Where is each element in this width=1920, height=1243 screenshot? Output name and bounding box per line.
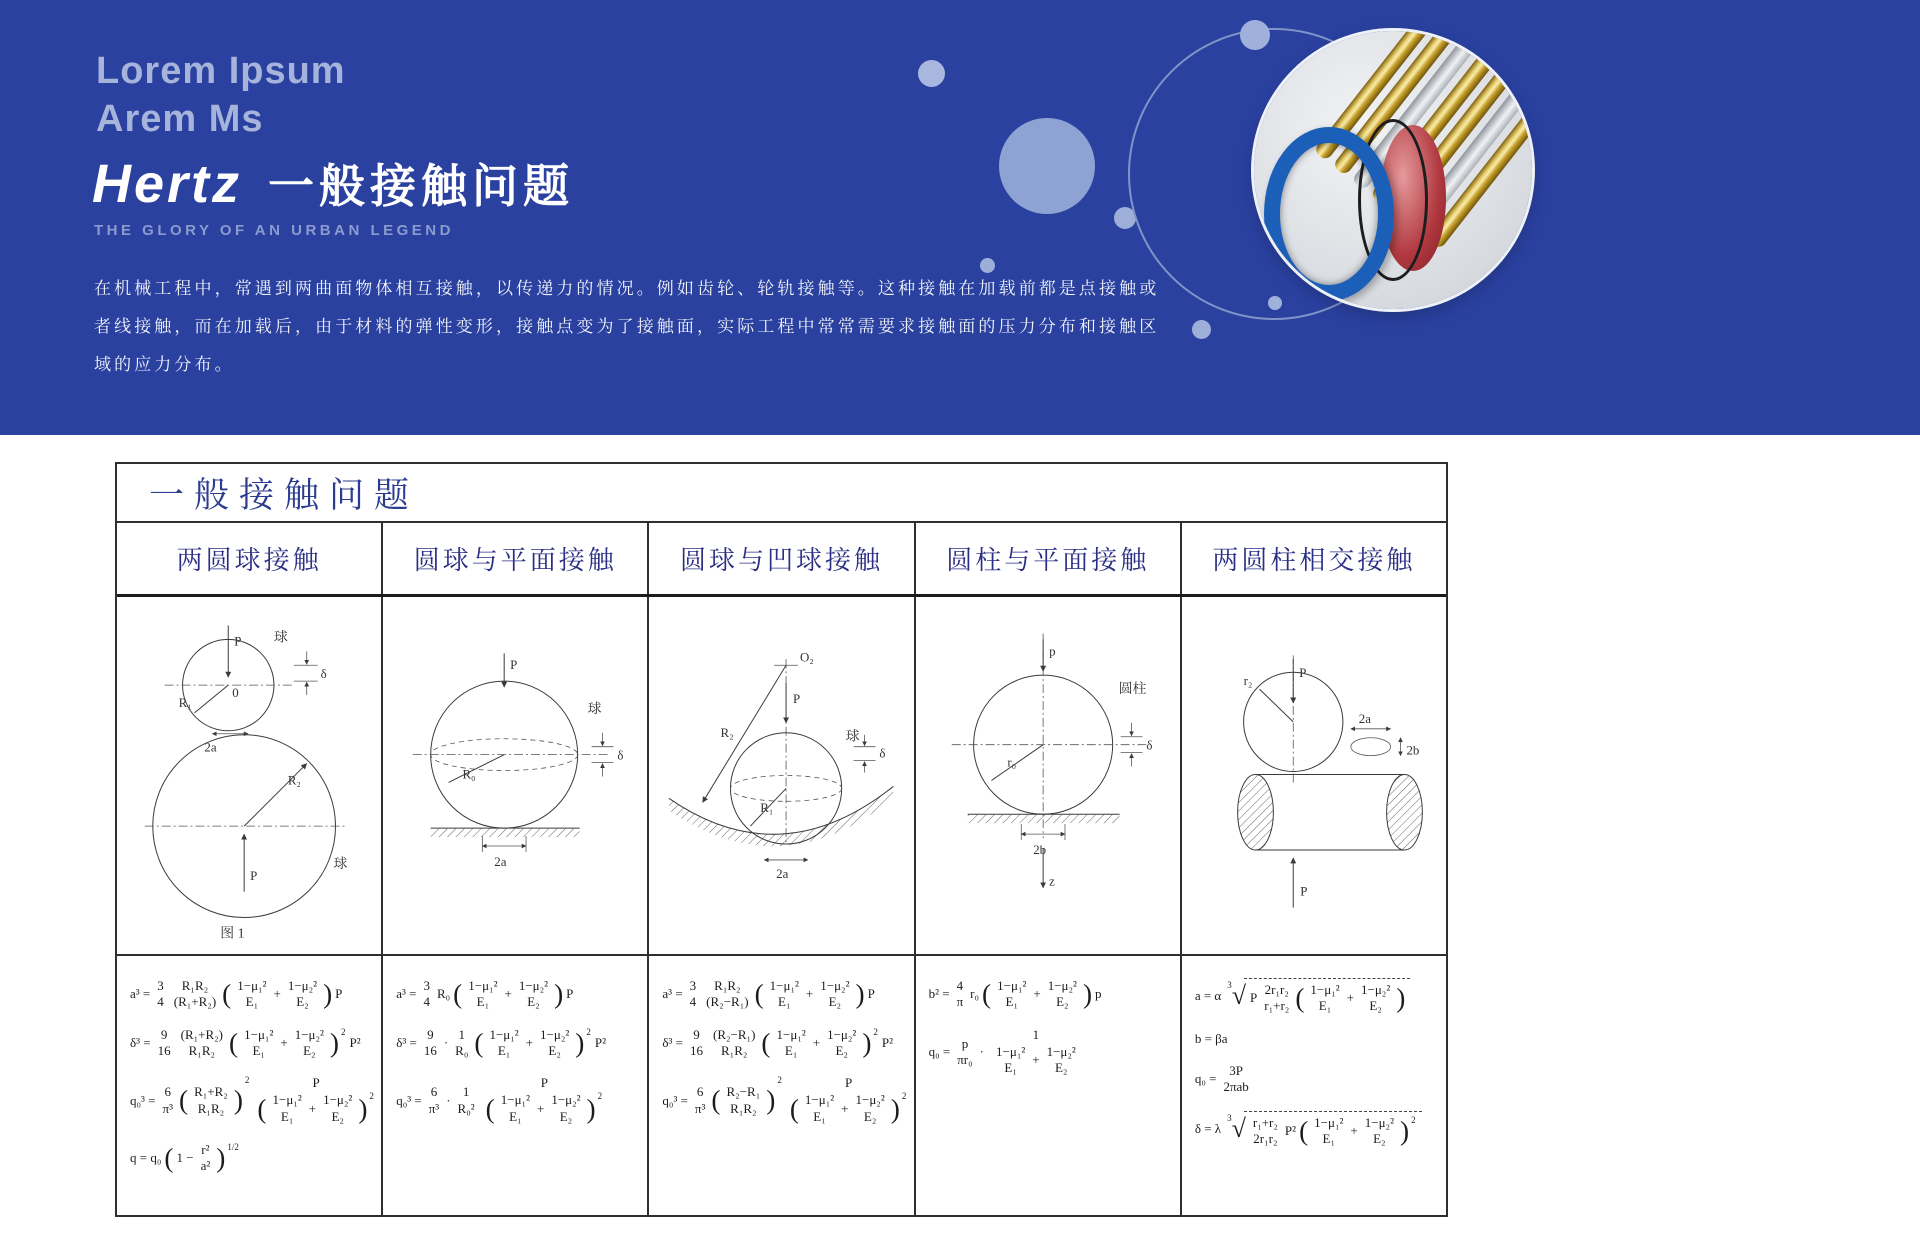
svg-text:R₂: R₂	[287, 772, 301, 788]
formulas-sphere-concave	[649, 956, 915, 1215]
formula: δ³ = 9 16 (R₂−R₁) R₁R₂ ( 1−μ₁² E₁ + 1−μ₂² E₂ ) 2 P²	[662, 1026, 894, 1058]
intro-line-2: 者线接触，而在加载后，由于材料的弹性变形，接触点变为了接触面，实际工程中常常需要求接触面的压力分布和接触区	[94, 317, 1160, 336]
formula-row	[117, 956, 1446, 1215]
svg-text:2b: 2b	[1406, 742, 1420, 758]
formulas-sphere-plane	[383, 956, 649, 1215]
svg-text:δ: δ	[320, 666, 327, 682]
svg-text:O₂: O₂	[800, 649, 815, 665]
svg-text:R₂: R₂	[720, 724, 735, 740]
page-title	[92, 150, 574, 216]
formula: q₀ = p πr₀ · 1 1−μ₁² E₁ + 1−μ₂² E₂	[928, 1026, 1076, 1076]
diagram-cylinder-plane	[916, 597, 1182, 954]
table-title: 一般接触问题	[117, 464, 1446, 523]
diagram-sphere-plane	[383, 597, 649, 954]
svg-text:P: P	[510, 657, 518, 673]
svg-text:圆柱: 圆柱	[1118, 682, 1147, 698]
decor-circle	[918, 60, 945, 87]
svg-text:2a: 2a	[1358, 710, 1371, 726]
diagram-row	[117, 597, 1446, 956]
formula: q₀ = 3P 2πab	[1194, 1062, 1249, 1094]
formula: q₀³ = 6 π³ ( R₁+R₂ R₁R₂ ) 2 P ( 1−μ₁² E₁ + 1−μ₂² E₂ ) 2	[130, 1075, 374, 1124]
header-banner	[0, 0, 1920, 435]
decor-circle	[999, 118, 1095, 214]
svg-text:δ: δ	[617, 747, 624, 763]
decor-circle	[1192, 320, 1211, 339]
svg-text:球: 球	[846, 729, 860, 745]
svg-text:p: p	[1048, 643, 1056, 659]
formula: b = βa	[1194, 1030, 1228, 1046]
page-title-en: Hertz	[92, 154, 243, 214]
svg-text:0: 0	[232, 685, 239, 701]
formula: a³ = 3 4 R₁R₂ (R₁+R₂) ( 1−μ₁² E₁ + 1−μ₂² E₂ ) P	[130, 978, 343, 1010]
formula: b² = 4 π r₀ ( 1−μ₁² E₁ + 1−μ₂² E₂ ) p	[928, 978, 1102, 1010]
decor-circle	[980, 258, 995, 273]
svg-text:P: P	[1300, 883, 1308, 899]
svg-text:P: P	[250, 867, 258, 883]
kicker-text	[96, 48, 346, 143]
svg-text:图 1: 图 1	[220, 926, 245, 942]
formula: q = q₀ ( 1 − r² a² ) 1/2	[130, 1142, 239, 1174]
formulas-cylinder-plane	[916, 956, 1182, 1215]
svg-text:P: P	[234, 633, 242, 649]
svg-text:球: 球	[273, 630, 288, 646]
formula: q₀³ = 6 π³ ( R₂−R₁ R₁R₂ ) 2 P ( 1−μ₁² E₁ + 1−μ₂² E₂ ) 2	[662, 1075, 907, 1124]
svg-text:r₂: r₂	[1243, 673, 1253, 689]
kicker-line-1: Lorem Ipsum	[96, 50, 346, 92]
kicker-line-2: Arem Ms	[96, 97, 264, 140]
formula: δ³ = 9 16 (R₁+R₂) R₁R₂ ( 1−μ₁² E₁ + 1−μ₂² E₂ ) 2 P²	[130, 1026, 361, 1058]
intro-line-1: 在机械工程中，常遇到两曲面物体相互接触，以传递力的情况。例如齿轮、轮轨接触等。这种接触在加载前都是点接触或	[94, 279, 1160, 298]
svg-text:2b: 2b	[1032, 841, 1046, 857]
diagram-crossing-cylinders	[1182, 597, 1446, 954]
svg-text:2a: 2a	[494, 853, 507, 869]
column-header: 圆球与凹球接触	[649, 523, 915, 594]
svg-text:球: 球	[587, 701, 602, 717]
formula: δ³ = 9 16 · 1 R₀ ( 1−μ₁² E₁ + 1−μ₂² E₂ ) 2 P²	[396, 1026, 606, 1058]
table-header-row	[117, 523, 1446, 597]
column-header: 两圆柱相交接触	[1212, 546, 1416, 575]
svg-text:δ: δ	[879, 745, 886, 761]
blue-ring-image	[1264, 127, 1394, 301]
svg-text:R₁: R₁	[178, 694, 192, 710]
formula: δ = λ 3 √ r₁+r₂ 2r₁r₂ P² ( 1−μ₁² E₁ + 1−μ₂² E₂ ) 2	[1193, 1111, 1439, 1148]
formula: q₀³ = 6 π³ · 1 R₀² P ( 1−μ₁² E₁ + 1−μ₂² E₂ ) 2	[396, 1075, 603, 1124]
intro-paragraph	[94, 270, 1169, 384]
page-subtitle: THE GLORY OF AN URBAN LEGEND	[94, 222, 454, 239]
column-header: 圆球与平面接触	[383, 523, 649, 594]
svg-text:r₀: r₀	[1006, 754, 1016, 770]
diagram-two-spheres	[117, 597, 383, 954]
decor-circle	[1240, 20, 1270, 50]
svg-text:2a: 2a	[776, 865, 789, 881]
svg-text:2a: 2a	[204, 739, 217, 755]
formulas-two-spheres	[117, 956, 383, 1215]
page-title-cn: 一般接触问题	[268, 160, 575, 212]
mechanical-parts-photo	[1254, 31, 1532, 309]
column-header: 两圆球接触	[117, 523, 383, 594]
decor-circle	[1268, 296, 1282, 310]
svg-text:δ: δ	[1146, 737, 1153, 753]
svg-text:R₁: R₁	[760, 800, 774, 816]
column-header: 圆柱与平面接触	[916, 523, 1182, 594]
svg-text:R₀: R₀	[462, 766, 476, 782]
contact-problems-table	[115, 462, 1448, 1217]
svg-text:P: P	[1299, 665, 1307, 681]
svg-text:球: 球	[333, 856, 348, 872]
svg-text:z: z	[1048, 873, 1055, 889]
formulas-crossing-cylinders	[1182, 956, 1446, 1215]
formula: a = α 3 √ P 2r₁r₂ r₁+r₂ ( 1−μ₁² E₁ + 1−μ₂² E₂ )	[1193, 978, 1439, 1015]
intro-line-3: 域的应力分布。	[94, 355, 235, 374]
svg-text:P: P	[793, 690, 801, 706]
formula: a³ = 3 4 R₀ ( 1−μ₁² E₁ + 1−μ₂² E₂ ) P	[396, 978, 574, 1010]
formula: a³ = 3 4 R₁R₂ (R₂−R₁) ( 1−μ₁² E₁ + 1−μ₂² E₂ ) P	[662, 978, 875, 1010]
diagram-sphere-concave	[649, 597, 915, 954]
